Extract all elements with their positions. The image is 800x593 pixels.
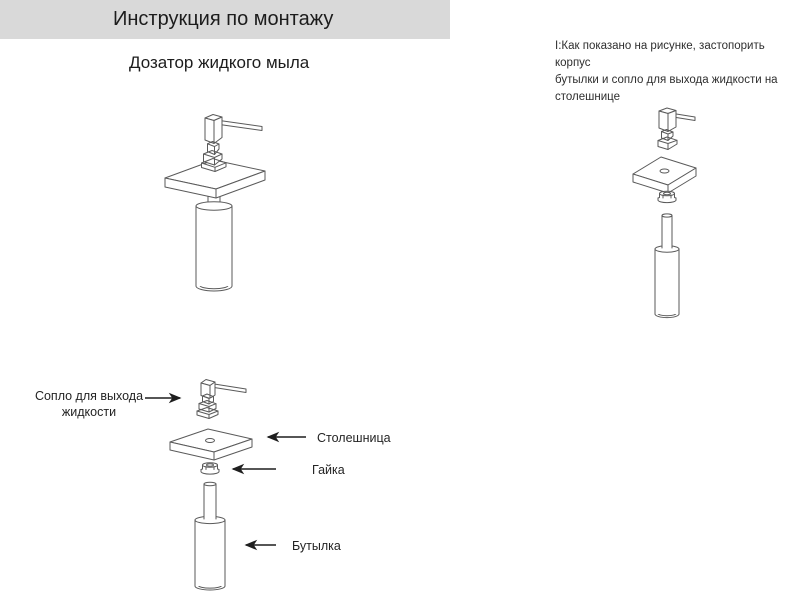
nut-label: Гайка — [312, 463, 345, 477]
pump-head-drawing — [197, 380, 246, 419]
product-subtitle: Дозатор жидкого мыла — [129, 53, 310, 72]
exploded-view-diagram — [598, 98, 758, 326]
note-line: бутылки и сопло для выхода жидкости на — [555, 74, 778, 86]
countertop-label: Столешница — [317, 431, 391, 445]
countertop-drawing — [633, 157, 696, 193]
pump-head-drawing — [202, 115, 263, 172]
nut-drawing — [658, 191, 676, 202]
page-title: Инструкция по монтажу — [113, 8, 334, 30]
bottle-drawing — [196, 202, 232, 291]
nut-drawing — [201, 463, 219, 474]
instruction-note — [555, 38, 795, 106]
note-line: столешнице — [555, 91, 620, 103]
note-line: I:Как показано на рисунке, застопорить корпус — [555, 40, 765, 69]
pump-head-drawing — [658, 108, 695, 150]
countertop-drawing — [165, 160, 265, 198]
bottle-label: Бутылка — [292, 539, 341, 553]
bottle-drawing — [655, 214, 679, 318]
countertop-drawing — [170, 429, 252, 460]
nozzle-label: Сопло для выхода жидкости — [34, 389, 144, 419]
assembled-dispenser-diagram — [150, 98, 320, 313]
bottle-drawing — [195, 482, 225, 590]
